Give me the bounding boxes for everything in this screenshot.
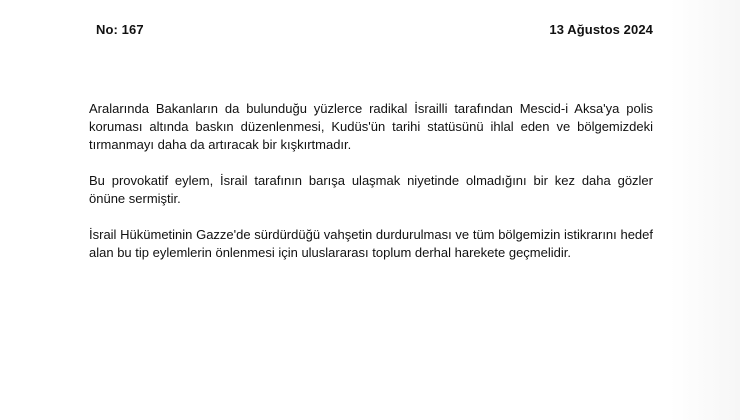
statement-date: 13 Ağustos 2024 (549, 22, 653, 37)
statement-body (89, 100, 653, 280)
paragraph-2: Bu provokatif eylem, İsrail tarafının barışa ulaşmak niyetinde olmadığını bir kez daha gözler önüne sermiştir. (89, 173, 653, 206)
paragraph-3: İsrail Hükümetinin Gazze'de sürdürdüğü vahşetin durdurulması ve tüm bölgemizin istikrarını hedef alan bu tip eylemlerin önlenmesi için uluslararası toplum derhal harekete geçmelidir. (89, 227, 653, 260)
page-edge-shadow (670, 0, 740, 420)
statement-number: No: 167 (96, 22, 144, 37)
paragraph-1: Aralarında Bakanların da bulunduğu yüzlerce radikal İsrailli tarafından Mescid-i Aksa'ya polis koruması altında baskın düzenlenmesi, Kudüs'ün tarihi statüsünü ihlal eden ve bölgemizdeki tırmanmayı daha da artıracak bir kışkırtmadır. (89, 101, 653, 152)
